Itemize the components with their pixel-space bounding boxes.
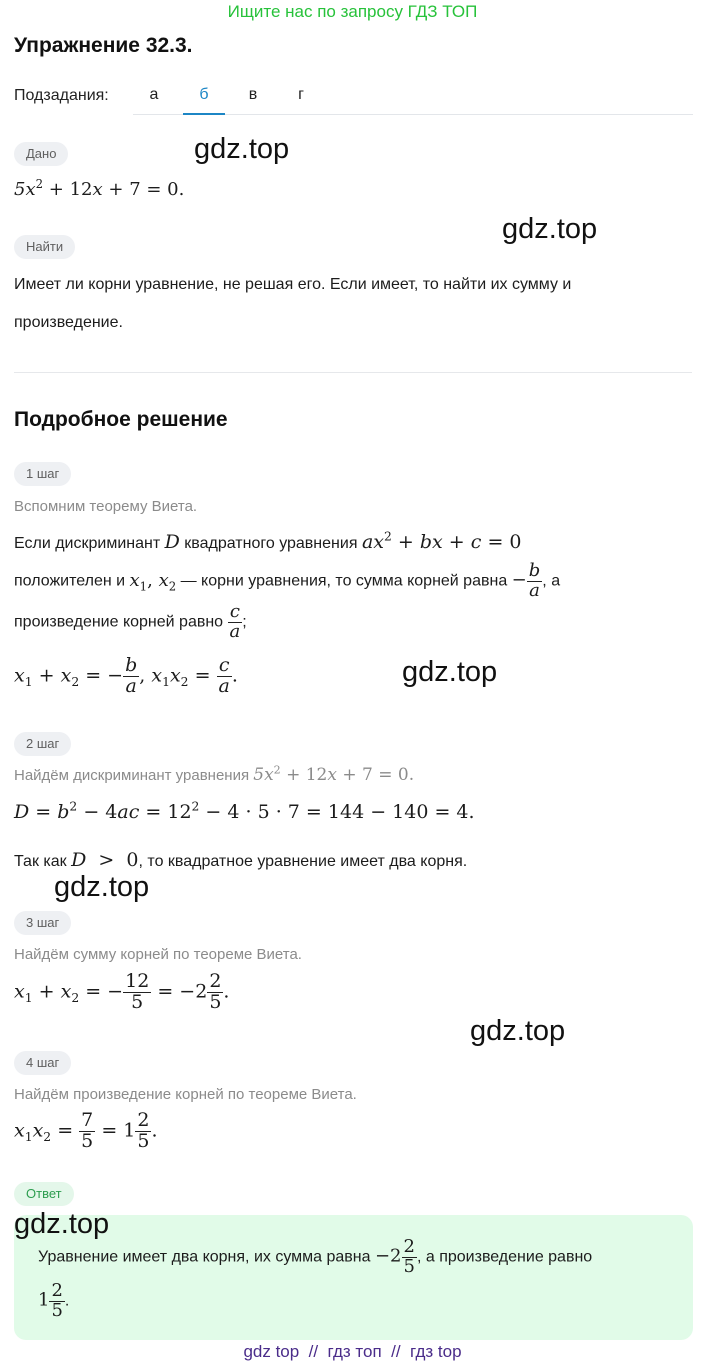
tab-g[interactable]: г (298, 86, 304, 103)
answer-product: 1 $\frac{2}{5}$ . (38, 1280, 70, 1321)
step-1-line1-mid: квадратного уравнения (184, 535, 358, 552)
find-text-line2: произведение. (14, 314, 123, 331)
watermark: gdz.top (502, 213, 598, 245)
step-2-calc: $D = b^2 - 4ac = 12^2 - 4 \cdot 5 \cdot 7 = 144 - 140 = 4$. (14, 799, 475, 823)
step-1-line2: положителен и $x_1$, $x_2$ — корни уравнения, то сумма корней равна − $\frac{b}{a}$ , а (14, 560, 561, 601)
step-3-formula: $x_1 + x_2$ = − $\frac{12}{5}$ = −2 $\frac{2}{5}$ . (14, 970, 230, 1013)
step-1-line1-text: Если дискриминант (14, 535, 161, 552)
watermark: gdz.top (194, 133, 290, 165)
answer-box (14, 1215, 693, 1340)
footer-links[interactable]: gdz top // гдз топ // гдз top (243, 1342, 462, 1361)
step-2-conclusion-post: , то квадратное уравнение имеет два корня. (138, 853, 468, 870)
step-1-chip: 1 шаг (14, 462, 71, 486)
answer-chip: Ответ (14, 1182, 74, 1206)
step-2-hint-line: Найдём дискриминант уравнения $5x^2 + 12x + 7 = 0$. (14, 763, 415, 785)
answer-text: Уравнение имеет два корня, их сумма равна −2 $\frac{2}{5}$ , а произведение равно (38, 1236, 593, 1277)
step-2-conclusion: Так как D > 0, то квадратное уравнение имеет два корня. (14, 849, 468, 871)
tab-b[interactable]: б (183, 78, 225, 115)
tab-v[interactable]: в (248, 86, 258, 103)
step-2-chip: 2 шаг (14, 732, 71, 756)
step-4-formula: $x_1x_2$ = $\frac{7}{5}$ = 1 $\frac{2}{5}$ . (14, 1109, 158, 1152)
solution-title: Подробное решение (14, 408, 228, 431)
step-4-chip: 4 шаг (14, 1051, 71, 1075)
answer-text-mid: , а произведение равно (416, 1248, 593, 1266)
step-1-line3: произведение корней равно $\frac{c}{a}$ ; (14, 601, 247, 642)
tab-a[interactable]: а (149, 86, 159, 103)
exercise-title: Упражнение 32.3. (14, 34, 193, 57)
promo-banner[interactable]: Ищите нас по запросу ГДЗ ТОП (227, 2, 478, 21)
step-4-hint: Найдём произведение корней по теореме Виета. (14, 1086, 357, 1103)
step-1-line3-text: произведение корней равно (14, 613, 224, 631)
answer-text-pre: Уравнение имеет два корня, их сумма равна (38, 1248, 371, 1266)
given-equation: $5x^2 + 12x + 7 = 0$. (14, 177, 185, 200)
watermark: gdz.top (470, 1015, 566, 1047)
given-chip: Дано (14, 142, 68, 166)
find-chip: Найти (14, 235, 75, 259)
divider (14, 372, 692, 373)
step-3-chip: 3 шаг (14, 911, 71, 935)
step-1-line1: Если дискриминант D квадратного уравнения $ax^2$ + bx + c = 0 (14, 529, 522, 553)
step-1-hint: Вспомним теорему Виета. (14, 498, 198, 515)
watermark: gdz.top (14, 1208, 110, 1240)
subtasks-label: Подзадания: (14, 87, 109, 104)
step-2-hint: Найдём дискриминант уравнения (14, 767, 250, 784)
step-3-hint: Найдём сумму корней по теореме Виета. (14, 946, 302, 963)
step-1-line2-mid: — корни уравнения, то сумма корней равна (180, 572, 508, 590)
step-2-conclusion-pre: Так как (14, 853, 67, 870)
step-1-line2-text: положителен и (14, 572, 126, 590)
watermark: gdz.top (402, 656, 498, 688)
watermark: gdz.top (54, 871, 150, 903)
subtask-tabs (133, 78, 693, 115)
find-text-line1: Имеет ли корни уравнение, не решая его. Если имеет, то найти их сумму и (14, 276, 572, 293)
step-1-formula: $x_1 + x_2$ = − $\frac{b}{a}$ , $x_1x_2$ = $\frac{c}{a}$ . (14, 654, 238, 697)
